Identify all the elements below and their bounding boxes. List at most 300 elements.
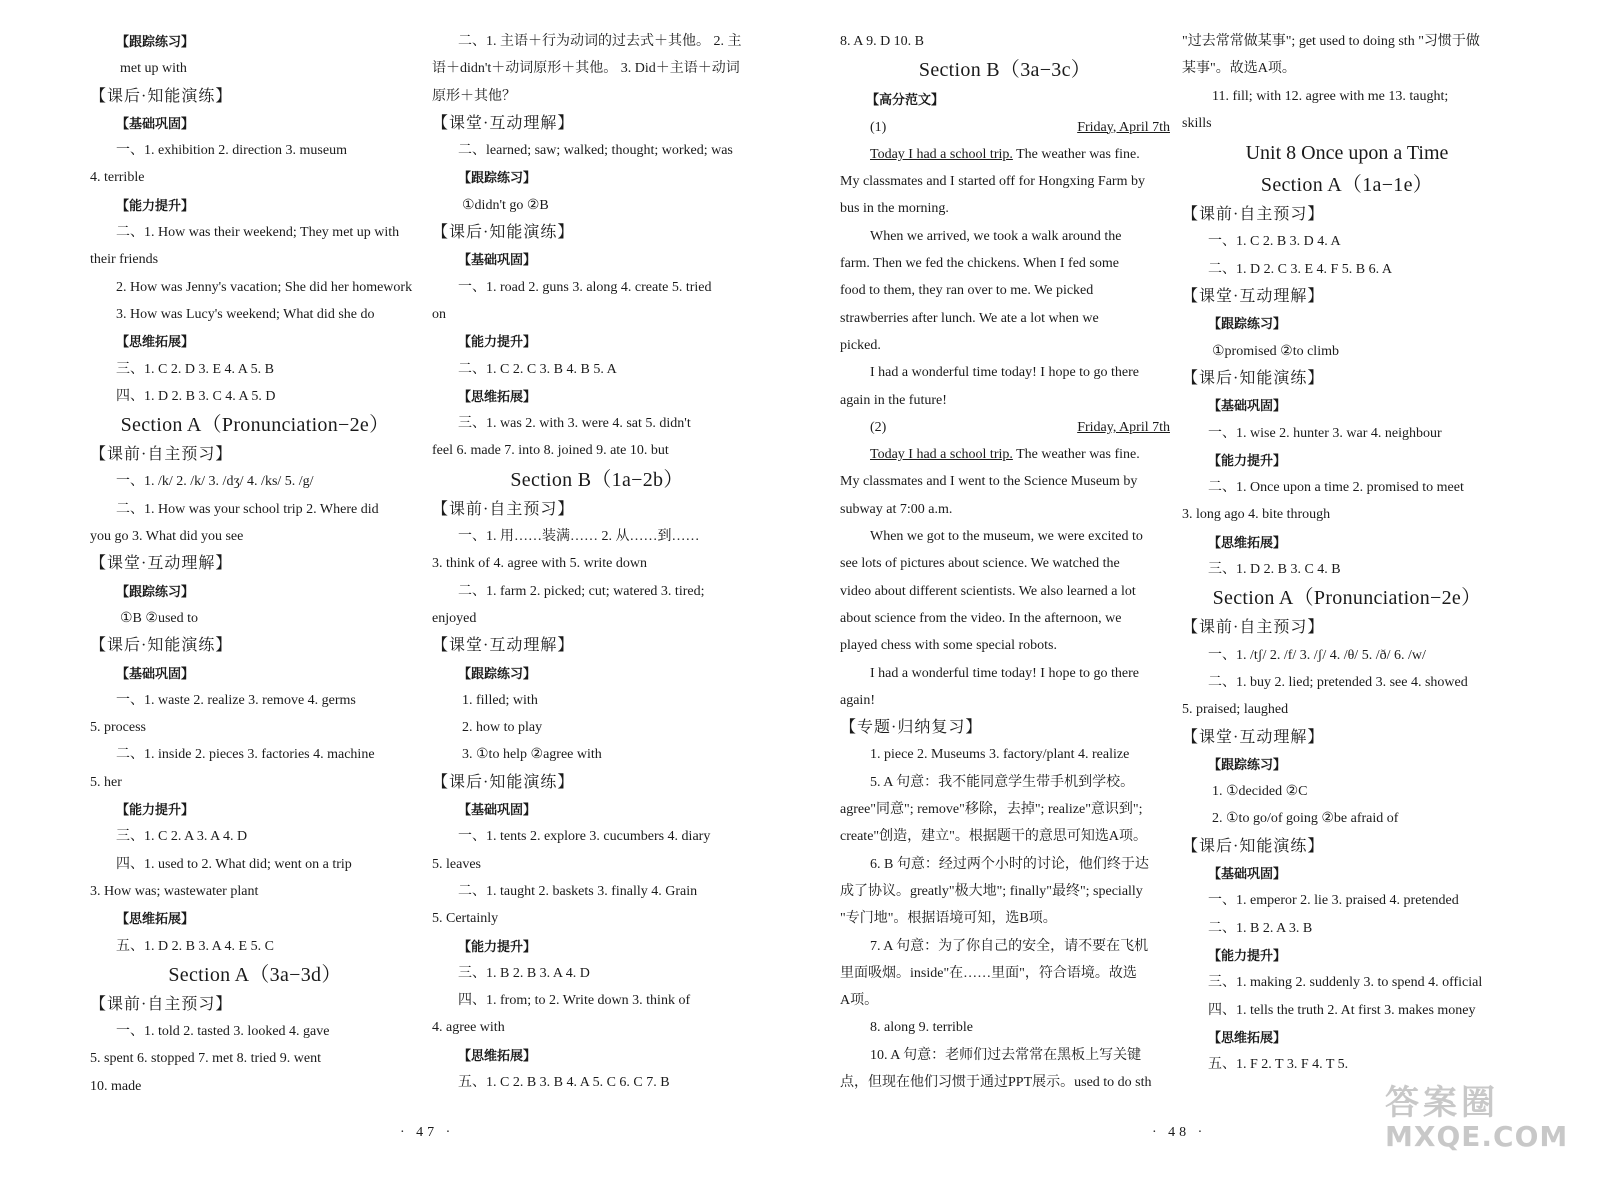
answer-line — [432, 301, 762, 328]
answer-line — [432, 356, 762, 383]
section-header — [432, 219, 762, 246]
line-text: 5. her — [90, 774, 122, 790]
section-title — [90, 410, 420, 441]
column-4 — [1182, 28, 1512, 1078]
line-text: 四、1. from; to 2. Write down 3. think of — [458, 993, 691, 1009]
line-text: 8. A 9. D 10. B — [840, 34, 925, 49]
column-2 — [432, 28, 762, 1096]
line-text: 五、1. C 2. B 3. B 4. A 5. C 6. C 7. B — [458, 1074, 670, 1090]
line-text: create"创造，建立"。根据题干的意思可知选A项。 — [840, 829, 1147, 845]
line-text: 【课后·知能演练】 — [1182, 369, 1325, 387]
answer-line — [432, 851, 762, 878]
answer-line — [432, 28, 762, 55]
answer-line — [90, 164, 420, 191]
answer-line — [90, 496, 420, 523]
line-text: agree"同意"; remove"移除，去掉"; realize"意识到"; — [840, 802, 1143, 818]
line-text: My classmates and I started off for Hongxing Farm by — [840, 174, 1145, 190]
answer-line — [432, 550, 762, 577]
line-text: 【思维拓展】 — [116, 334, 195, 350]
line-text: 【课前·自主预习】 — [90, 995, 233, 1013]
line-text: 10. made — [90, 1078, 142, 1094]
line-text: 【课前·自主预习】 — [1182, 619, 1325, 637]
answer-line — [90, 1045, 420, 1072]
answer-line — [432, 83, 762, 110]
line-text: 【跟踪练习】 — [458, 665, 537, 681]
answer-line — [840, 468, 1170, 495]
line-text: 2. ①to go/of going ②be afraid of — [1212, 811, 1399, 827]
answer-line — [432, 192, 762, 219]
answer-line — [840, 28, 1170, 55]
line-text: feel 6. made 7. into 8. joined 9. ate 10. but — [432, 443, 669, 459]
line-text: Today I had a school trip. — [870, 447, 1013, 463]
answer-line — [90, 687, 420, 714]
answer-line — [840, 387, 1170, 414]
answer-line — [1182, 55, 1512, 82]
answer-line — [90, 274, 420, 301]
answer-line — [840, 987, 1170, 1014]
answer-line — [90, 137, 420, 164]
diary-date: Friday, April 7th — [1077, 419, 1170, 435]
line-text: 三、1. C 2. A 3. A 4. D — [116, 829, 248, 845]
section-tag — [840, 86, 1170, 113]
answer-line — [1182, 28, 1512, 55]
answer-line — [90, 605, 420, 632]
line-text: 5. leaves — [432, 856, 481, 872]
line-text: 4. agree with — [432, 1020, 505, 1036]
line-text: (1) — [870, 119, 887, 135]
line-text: 5. process — [90, 720, 146, 736]
line-text: 二、1. D 2. C 3. E 4. F 5. B 6. A — [1208, 261, 1392, 277]
line-text-rest: The weather was fine. — [1012, 447, 1140, 463]
line-text: 五、1. F 2. T 3. F 4. T 5. — [1208, 1057, 1349, 1073]
line-text: 【课后·知能演练】 — [1182, 837, 1325, 855]
answer-line — [90, 468, 420, 495]
answer-line — [840, 305, 1170, 332]
answer-line — [840, 878, 1170, 905]
page-number-right: · 48 · — [1152, 1125, 1207, 1140]
answer-line — [840, 823, 1170, 850]
line-text: 【能力提升】 — [116, 197, 195, 213]
line-text: video about different scientists. We also learned a lot — [840, 583, 1136, 599]
line-text: 二、1. How was your school trip 2. Where did — [116, 501, 379, 517]
answer-line — [432, 605, 762, 632]
section-tag — [432, 328, 762, 355]
line-text: 【思维拓展】 — [116, 911, 195, 927]
unit-title — [1182, 137, 1512, 170]
answer-line — [432, 274, 762, 301]
line-text: 一、1. /tʃ/ 2. /f/ 3. /ʃ/ 4. /θ/ 5. /ð/ 6. /w/ — [1208, 647, 1426, 663]
line-text: 【课堂·互动理解】 — [432, 637, 575, 655]
answer-line — [90, 1018, 420, 1045]
line-text: 11. fill; with 12. agree with me 13. taught; — [1212, 88, 1449, 104]
line-text: 【跟踪练习】 — [1208, 316, 1287, 332]
answer-line — [840, 550, 1170, 577]
line-text: 一、1. wise 2. hunter 3. war 4. neighbour — [1208, 425, 1442, 441]
line-text: 4. terrible — [90, 170, 145, 186]
answer-line — [840, 687, 1170, 714]
line-text: 三、1. was 2. with 3. were 4. sat 5. didn't — [458, 416, 691, 432]
line-text: 3. long ago 4. bite through — [1182, 507, 1331, 523]
answer-line — [432, 523, 762, 550]
answer-line — [1182, 997, 1512, 1024]
line-text: 2. How was Jenny's vacation; She did her homework — [116, 279, 413, 295]
line-text: 三、1. D 2. B 3. C 4. B — [1208, 562, 1341, 578]
answer-line — [840, 578, 1170, 605]
line-text: 原形＋其他？ — [432, 88, 516, 104]
answer-line — [432, 687, 762, 714]
answer-line — [840, 277, 1170, 304]
line-text: 【课前·自主预习】 — [432, 500, 575, 518]
answer-line — [840, 905, 1170, 932]
line-text: 1. ①decided ②C — [1212, 784, 1308, 800]
answer-line — [432, 987, 762, 1014]
section-tag — [1182, 751, 1512, 778]
section-header — [90, 83, 420, 110]
section-header — [432, 632, 762, 659]
line-text: 一、1. exhibition 2. direction 3. museum — [116, 143, 347, 159]
answer-line — [1182, 915, 1512, 942]
answer-line — [840, 933, 1170, 960]
line-text: Unit 8 Once upon a Time — [1245, 142, 1449, 165]
section-header — [1182, 365, 1512, 392]
section-tag — [90, 660, 420, 687]
line-text: about science from the video. In the afternoon, we — [840, 610, 1122, 626]
line-text: subway at 7:00 a.m. — [840, 501, 953, 517]
line-text: 3. How was Lucy's weekend; What did she do — [116, 306, 375, 322]
line-text: 7. A 句意：为了你自己的安全，请不要在飞机 — [870, 938, 1149, 954]
answer-line — [840, 496, 1170, 523]
section-tag — [1182, 392, 1512, 419]
line-text: ①B ②used to — [120, 610, 198, 626]
column-1 — [90, 28, 420, 1100]
section-tag — [432, 383, 762, 410]
line-text: Section A（Pronunciation−2e） — [120, 414, 390, 437]
answer-line — [432, 714, 762, 741]
line-text: farm. Then we fed the chickens. When I fed some — [840, 256, 1119, 272]
section-tag — [432, 933, 762, 960]
section-header — [432, 769, 762, 796]
line-text: 【基础巩固】 — [458, 252, 537, 268]
answer-line — [1182, 83, 1512, 110]
line-text: 某事"。故选A项。 — [1182, 61, 1296, 77]
answer-line — [1182, 501, 1512, 528]
line-text: you go 3. What did you see — [90, 529, 244, 545]
answer-line — [1182, 474, 1512, 501]
section-header — [90, 550, 420, 577]
line-text-rest: The weather was fine. — [1012, 146, 1140, 162]
watermark-line-2: MXQE.COM — [1385, 1120, 1569, 1153]
line-text: 【课后·知能演练】 — [90, 637, 233, 655]
section-header — [90, 632, 420, 659]
line-text: 5. spent 6. stopped 7. met 8. tried 9. went — [90, 1051, 321, 1067]
answer-line — [1182, 969, 1512, 996]
line-text: 【课堂·互动理解】 — [1182, 728, 1325, 746]
line-text: Today I had a school trip. — [870, 146, 1013, 162]
line-text: 五、1. D 2. B 3. A 4. E 5. C — [116, 938, 274, 954]
line-text: Section B（3a−3c） — [918, 59, 1092, 82]
section-header — [840, 714, 1170, 741]
answer-line — [840, 851, 1170, 878]
line-text: on — [432, 306, 446, 322]
column-3 — [840, 28, 1170, 1096]
answer-line — [432, 1014, 762, 1041]
line-text: ①didn't go ②B — [462, 197, 549, 213]
answer-line — [432, 137, 762, 164]
line-text: bus in the morning. — [840, 201, 949, 217]
answer-line — [840, 195, 1170, 222]
line-text: met up with — [120, 61, 187, 77]
section-header — [1182, 201, 1512, 228]
watermark-line-1: 答案圈 — [1385, 1083, 1499, 1123]
line-text: 【课前·自主预习】 — [90, 446, 233, 464]
line-text: 5. praised; laughed — [1182, 702, 1289, 718]
answer-line — [432, 410, 762, 437]
answer-line — [432, 578, 762, 605]
section-header — [432, 110, 762, 137]
answer-line — [1182, 887, 1512, 914]
line-text: I had a wonderful time today! I hope to go there — [870, 365, 1140, 381]
line-text: 1. filled; with — [462, 692, 538, 708]
line-text: 二、1. taught 2. baskets 3. finally 4. Grain — [458, 883, 698, 899]
answer-line — [432, 823, 762, 850]
line-text: 二、1. B 2. A 3. B — [1208, 920, 1313, 936]
section-header — [1182, 833, 1512, 860]
line-text: 8. along 9. terrible — [870, 1020, 974, 1036]
line-text: 5. A 句意：我不能同意学生带手机到学校。 — [870, 774, 1135, 790]
answer-line — [90, 55, 420, 82]
answer-line — [90, 714, 420, 741]
section-tag — [1182, 529, 1512, 556]
section-tag — [432, 246, 762, 273]
section-tag — [1182, 860, 1512, 887]
line-text: 【思维拓展】 — [1208, 534, 1287, 550]
line-text: When we got to the museum, we were excited to — [870, 529, 1143, 545]
line-text: 6. B 句意：经过两个小时的讨论，他们终于达 — [870, 856, 1149, 872]
answer-line — [432, 1069, 762, 1096]
answer-line — [840, 796, 1170, 823]
line-text: ①promised ②to climb — [1212, 343, 1339, 359]
answer-line — [840, 769, 1170, 796]
answer-line — [840, 1014, 1170, 1041]
section-header — [90, 991, 420, 1018]
line-text: 【课后·知能演练】 — [90, 87, 233, 105]
line-text: 二、1. C 2. C 3. B 4. B 5. A — [458, 361, 617, 377]
answer-line — [840, 141, 1170, 168]
line-text: 二、1. Once upon a time 2. promised to meet — [1208, 480, 1464, 496]
section-header — [1182, 614, 1512, 641]
line-text: 【课堂·互动理解】 — [432, 114, 575, 132]
line-text: 3. ①to help ②agree with — [462, 747, 602, 763]
answer-line — [432, 878, 762, 905]
line-text: food to them, they ran over to me. We picked — [840, 283, 1094, 299]
answer-line — [1182, 696, 1512, 723]
line-text: 1. piece 2. Museums 3. factory/plant 4. realize — [870, 747, 1130, 763]
line-text: 【思维拓展】 — [458, 388, 537, 404]
section-tag — [90, 905, 420, 932]
line-text: 点，但现在他们习惯于通过PPT展示。used to do sth — [840, 1074, 1152, 1090]
answer-line — [1182, 338, 1512, 365]
section-title — [432, 465, 762, 496]
line-text: Section A（Pronunciation−2e） — [1212, 587, 1482, 610]
line-text: 【思维拓展】 — [458, 1047, 537, 1063]
line-text: 三、1. making 2. suddenly 3. to spend 4. official — [1208, 975, 1483, 991]
section-header — [1182, 283, 1512, 310]
line-text: 【跟踪练习】 — [116, 583, 195, 599]
line-text: again! — [840, 692, 875, 708]
line-text: 里面吸烟。inside"在……里面"，符合语境。故选 — [840, 965, 1137, 981]
section-tag — [90, 110, 420, 137]
answer-line — [90, 1073, 420, 1100]
section-tag — [1182, 942, 1512, 969]
line-text: 3. think of 4. agree with 5. write down — [432, 556, 648, 572]
section-tag — [90, 28, 420, 55]
line-text: 【能力提升】 — [458, 938, 537, 954]
section-tag — [1182, 310, 1512, 337]
answer-line — [90, 246, 420, 273]
line-text: 成了协议。greatly"极大地"; finally"最终"; specially — [840, 883, 1143, 899]
answer-line — [840, 660, 1170, 687]
line-text: skills — [1182, 115, 1212, 131]
line-text: Section A（3a−3d） — [168, 963, 342, 986]
line-text: 四、1. tells the truth 2. At first 3. makes money — [1208, 1002, 1476, 1018]
answer-line — [90, 851, 420, 878]
section-title — [90, 960, 420, 991]
line-text: A项。 — [840, 993, 879, 1009]
answer-line — [1182, 420, 1512, 447]
line-text: Section B（1a−2b） — [510, 468, 684, 491]
watermark-logo — [1385, 1075, 1585, 1165]
line-text: When we arrived, we took a walk around the — [870, 228, 1122, 244]
answer-line — [840, 114, 1170, 141]
line-text: 【基础巩固】 — [116, 115, 195, 131]
line-text: enjoyed — [432, 610, 477, 626]
answer-line — [90, 878, 420, 905]
line-text: played chess with some special robots. — [840, 638, 1057, 654]
line-text: 【能力提升】 — [1208, 947, 1287, 963]
line-text: 一、1. tents 2. explore 3. cucumbers 4. diary — [458, 829, 711, 845]
answer-line — [90, 769, 420, 796]
answer-line — [840, 359, 1170, 386]
answer-line — [432, 905, 762, 932]
page-number-left: · 47 · — [400, 1125, 455, 1140]
line-text: 2. how to play — [462, 720, 543, 736]
line-text: 一、1. road 2. guns 3. along 4. create 5. tried — [458, 279, 712, 295]
answer-line — [90, 823, 420, 850]
line-text: I had a wonderful time today! I hope to go there — [870, 665, 1140, 681]
answer-line — [90, 741, 420, 768]
line-text: 【能力提升】 — [458, 334, 537, 350]
answer-line — [840, 1069, 1170, 1096]
line-text: 四、1. D 2. B 3. C 4. A 5. D — [116, 388, 276, 404]
line-text: 【能力提升】 — [1208, 452, 1287, 468]
answer-line — [432, 55, 762, 82]
line-text: 【跟踪练习】 — [116, 34, 195, 49]
answer-line — [840, 414, 1170, 441]
line-text: 一、1. /k/ 2. /k/ 3. /dʒ/ 4. /ks/ 5. /g/ — [116, 474, 314, 490]
section-tag — [90, 192, 420, 219]
line-text: 【课堂·互动理解】 — [1182, 288, 1325, 306]
line-text: 一、1. waste 2. realize 3. remove 4. germs — [116, 692, 356, 708]
answer-line — [1182, 778, 1512, 805]
line-text: 5. Certainly — [432, 911, 499, 927]
section-tag — [432, 164, 762, 191]
section-tag — [90, 578, 420, 605]
answer-line — [1182, 669, 1512, 696]
line-text: Section A（1a−1e） — [1260, 174, 1434, 197]
line-text: (2) — [870, 419, 887, 435]
answer-line — [432, 741, 762, 768]
answer-line — [90, 356, 420, 383]
section-tag — [1182, 447, 1512, 474]
section-tag — [432, 660, 762, 687]
section-title — [1182, 170, 1512, 201]
answer-line — [90, 523, 420, 550]
line-text: 二、1. farm 2. picked; cut; watered 3. tired; — [458, 583, 705, 599]
answer-line — [840, 605, 1170, 632]
line-text: 【专题·归纳复习】 — [840, 719, 983, 737]
line-text: 【基础巩固】 — [1208, 398, 1287, 414]
line-text: 【跟踪练习】 — [1208, 756, 1287, 772]
section-title — [840, 55, 1170, 86]
answer-line — [432, 437, 762, 464]
line-text: again in the future! — [840, 392, 947, 408]
line-text: 3. How was; wastewater plant — [90, 883, 259, 899]
line-text: 【课前·自主预习】 — [1182, 206, 1325, 224]
line-text: 三、1. B 2. B 3. A 4. D — [458, 965, 590, 981]
line-text: 一、1. C 2. B 3. D 4. A — [1208, 234, 1341, 250]
line-text: 【能力提升】 — [116, 802, 195, 818]
answer-line — [90, 301, 420, 328]
line-text: strawberries after lunch. We ate a lot when we — [840, 310, 1099, 326]
line-text: 【高分范文】 — [866, 92, 945, 108]
answer-line — [1182, 805, 1512, 832]
line-text: 一、1. 用……装满…… 2. 从……到…… — [458, 529, 700, 545]
line-text: 二、1. How was their weekend; They met up with — [116, 225, 400, 241]
line-text: My classmates and I went to the Science Museum by — [840, 474, 1138, 490]
line-text: 四、1. used to 2. What did; went on a trip — [116, 856, 352, 872]
answer-line — [840, 523, 1170, 550]
answer-line — [840, 441, 1170, 468]
answer-line — [840, 250, 1170, 277]
answer-line — [840, 223, 1170, 250]
line-text: "专门地"。根据语境可知，选B项。 — [840, 911, 1057, 927]
answer-line — [840, 632, 1170, 659]
answer-line — [90, 219, 420, 246]
line-text: 【课后·知能演练】 — [432, 773, 575, 791]
answer-line — [1182, 642, 1512, 669]
diary-date: Friday, April 7th — [1077, 119, 1170, 135]
line-text: 【课后·知能演练】 — [432, 224, 575, 242]
answer-line — [432, 960, 762, 987]
answer-line — [840, 1042, 1170, 1069]
line-text: 10. A 句意：老师们过去常常在黑板上写关键 — [870, 1047, 1142, 1063]
line-text: picked. — [840, 337, 881, 353]
line-text: 二、1. inside 2. pieces 3. factories 4. machine — [116, 747, 375, 763]
section-tag — [432, 1042, 762, 1069]
line-text: 【跟踪练习】 — [458, 170, 537, 186]
section-tag — [432, 796, 762, 823]
line-text: their friends — [90, 252, 159, 268]
line-text: 二、1. 主语＋行为动词的过去式＋其他。 2. 主 — [458, 34, 742, 49]
answer-line — [1182, 256, 1512, 283]
line-text: 一、1. emperor 2. lie 3. praised 4. pretended — [1208, 893, 1459, 909]
answer-line — [90, 933, 420, 960]
answer-line — [840, 741, 1170, 768]
answer-line — [840, 960, 1170, 987]
section-tag — [90, 328, 420, 355]
section-tag — [90, 796, 420, 823]
answer-line — [90, 383, 420, 410]
